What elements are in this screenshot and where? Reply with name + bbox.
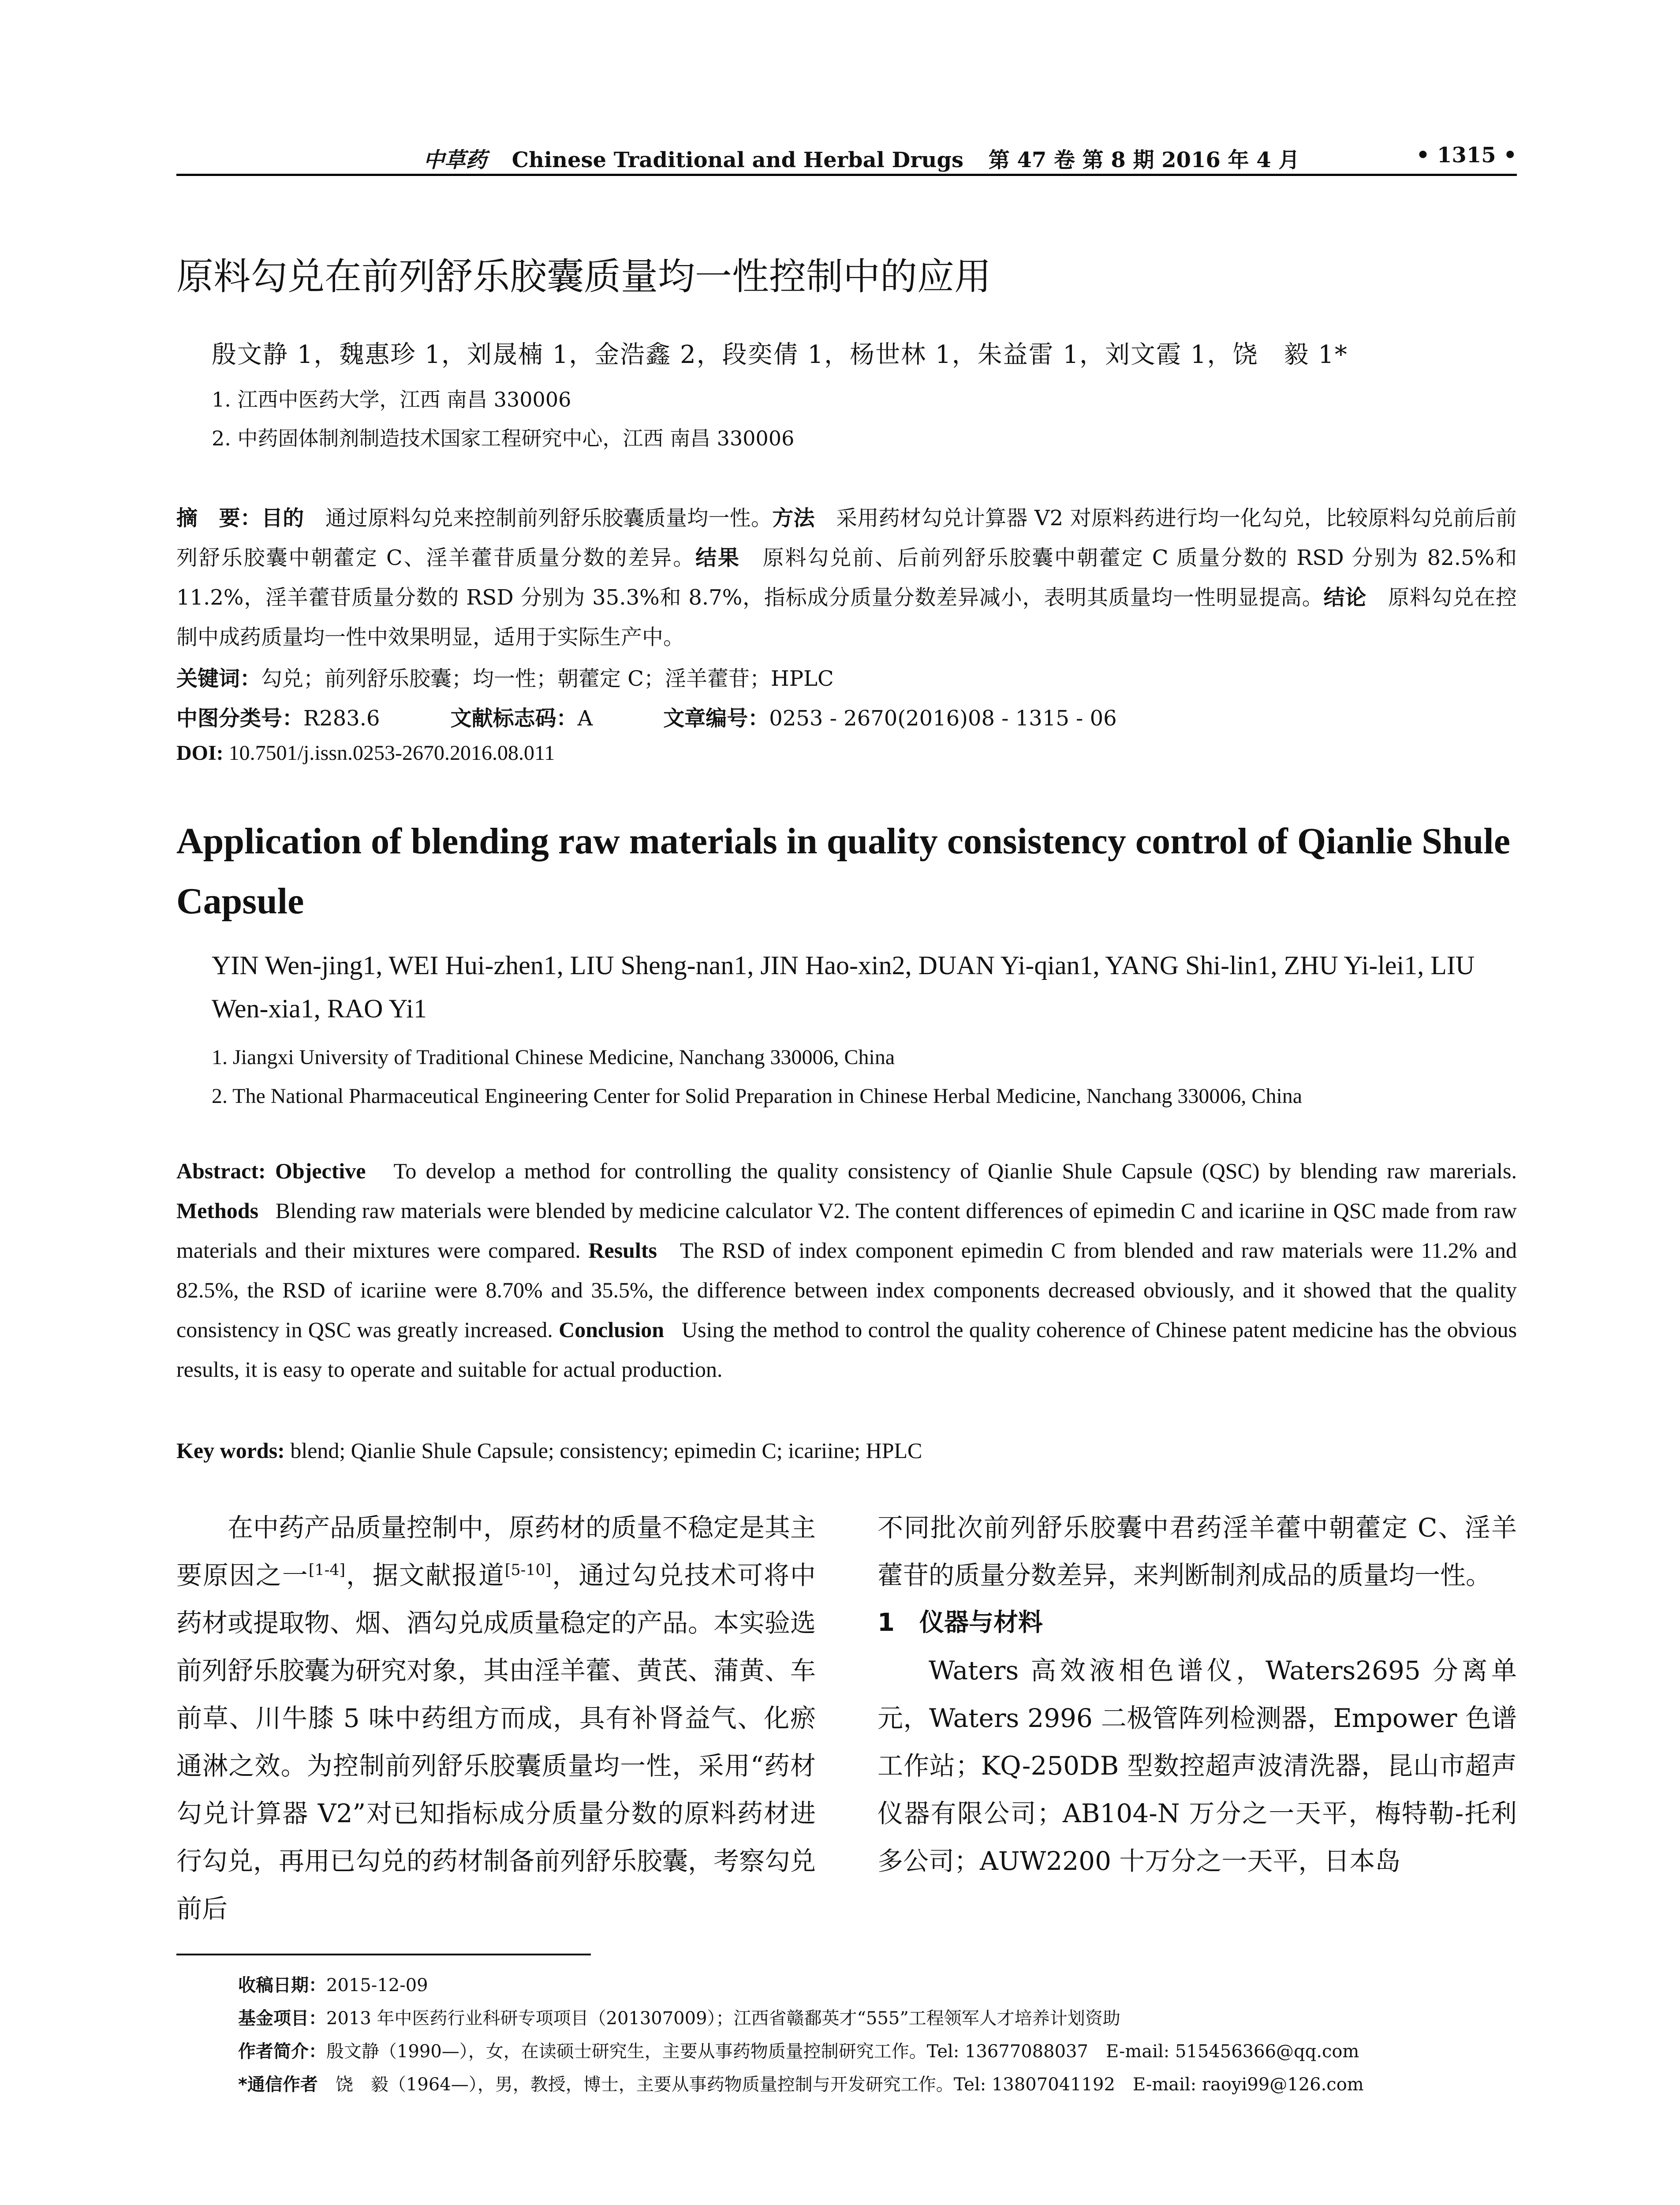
footnote-received	[238, 1971, 428, 1996]
abstract-cn-label: 摘 要：	[176, 506, 262, 531]
footnote-author	[238, 2037, 1359, 2063]
doi-line	[176, 741, 555, 765]
objective-label-en: Objective	[275, 1159, 366, 1183]
conclusion-en: Using the method to control the quality coherence of Chinese patent medicine has the obvious results, it is easy to operate and suitable for actual production.	[176, 1317, 1517, 1382]
section-heading: 1 仪器与材料	[877, 1608, 1043, 1637]
keywords-cn	[176, 662, 834, 692]
conclusion-label-cn: 结论	[1323, 585, 1367, 610]
affiliation-cn-1: 1. 江西中医药大学，江西 南昌 330006	[212, 388, 571, 411]
article-no-value: 0253 - 2670(2016)08 - 1315 - 06	[769, 706, 1117, 731]
footnote-label: 基金项目：	[238, 2008, 326, 2029]
footnote-label: 作者简介：	[238, 2041, 326, 2062]
methods-en: Blending raw materials were blended by medicine calculator V2. The content differences of epimedin C and icariine in QSC made from raw materials and their mixtures were compared.	[176, 1198, 1517, 1263]
doc-code-value: A	[577, 706, 593, 731]
clc-label: 中图分类号：	[176, 706, 304, 731]
footnote-text: 殷文静（1990—），女，在读硕士研究生，主要从事药物质量控制研究工作。Tel: 13677088037 E-mail: 515456366@qq.com	[326, 2041, 1359, 2062]
footnote-text: 2015-12-09	[326, 1975, 428, 1996]
keywords-en-label: Key words:	[176, 1438, 285, 1463]
citation[interactable]: [5-10]	[504, 1561, 552, 1579]
keywords-en-text: blend; Qianlie Shule Capsule; consistency; epimedin C; icariine; HPLC	[290, 1438, 922, 1463]
issue-info: 第 47 卷 第 8 期 2016 年 4 月	[988, 148, 1300, 172]
abstract-cn	[176, 498, 1517, 657]
affiliation-cn-2: 2. 中药固体制剂制造技术国家工程研究中心，江西 南昌 330006	[212, 426, 795, 450]
abstract-en-label: Abstract:	[176, 1159, 266, 1183]
footnote-label: *通信作者	[238, 2074, 318, 2095]
footnote-text: 2013 年中医药行业科研专项项目（201307009）；江西省赣鄱英才“555”工程领军人才培养计划资助	[326, 2008, 1120, 2029]
conclusion-label-en: Conclusion	[559, 1317, 665, 1342]
authors-cn: 殷文静 1，魏惠珍 1，刘晟楠 1，金浩鑫 2，段奕倩 1，杨世林 1，朱益雷 1，刘文霞 1，饶 毅 1*	[212, 340, 1348, 369]
results-label-en: Results	[588, 1238, 657, 1263]
objective-cn: 通过原料勾兑来控制前列舒乐胶囊质量均一性。	[325, 506, 773, 531]
footnote-text: 饶 毅（1964—），男，教授，博士，主要从事药物质量控制与开发研究工作。Tel: 13807041192 E-mail: raoyi99@126.com	[317, 2074, 1364, 2095]
affiliation-en-2: 2. The National Pharmaceutical Engineering Center for Solid Preparation in Chinese Herbal Medicine, Nanchang 330006, China	[212, 1084, 1303, 1108]
body-column-right	[877, 1504, 1517, 1885]
doc-code-label: 文献标志码：	[450, 706, 578, 731]
article-no-label: 文章编号：	[663, 706, 769, 731]
objective-en: To develop a method for controlling the quality consistency of Qianlie Shule Capsule (QSC) by blending raw marerials.	[393, 1159, 1517, 1183]
clc-value: R283.6	[303, 706, 380, 731]
results-label-cn: 结果	[695, 546, 740, 570]
body-paragraph: 不同批次前列舒乐胶囊中君药淫羊藿中朝藿定 C、淫羊藿苷的质量分数差异，来判断制剂成品的质量均一性。	[877, 1513, 1517, 1590]
page-number: • 1315 •	[1416, 143, 1517, 168]
footnote-divider	[176, 1954, 591, 1955]
affiliation-en-1: 1. Jiangxi University of Traditional Chinese Medicine, Nanchang 330006, China	[212, 1046, 895, 1069]
running-header	[176, 140, 1517, 176]
journal-name-cn: 中草药	[423, 148, 487, 172]
results-cn: 原料勾兑前、后前列舒乐胶囊中朝藿定 C 质量分数的 RSD 分别为 82.5%和 11.2%，淫羊藿苷质量分数的 RSD 分别为 35.3%和 8.7%，指标成分质量分数差异减小，表明其质量均一性明显提高。	[176, 546, 1517, 610]
header-journal	[423, 143, 1299, 173]
conclusion-cn: 原料勾兑在控制中成药质量均一性中效果明显，适用于实际生产中。	[176, 585, 1517, 650]
keywords-cn-label: 关键词：	[176, 666, 261, 691]
citation[interactable]: [1-4]	[308, 1561, 346, 1579]
body-text: ，通过勾兑技术可将中药材或提取物、烟、酒勾兑成质量稳定的产品。本实验选前列舒乐胶囊为研究对象，其由淫羊藿、黄芪、蒲黄、车前草、川牛膝 5 味中药组方而成，具有补肾益气、化瘀通淋之效。为控制前列舒乐胶囊质量均一性，采用“药材勾兑计算器 V2”对已知指标成分质量分数的原料药材进行勾兑，再用已勾兑的药材制备前列舒乐胶囊，考察勾兑前后	[176, 1560, 816, 1924]
body-column-left	[176, 1504, 816, 1932]
results-en: The RSD of index component epimedin C from blended and raw materials were 11.2% and 82.5%, the RSD of icariine were 8.70% and 35.5%, the difference between index components decreased obviously, and it showed that the quality consistency in QSC was greatly increased.	[176, 1238, 1517, 1342]
body-text: 在中药产品质量控制中，原药材的质量不稳定是其主要原因之一	[176, 1513, 816, 1590]
doi-label: DOI:	[176, 741, 224, 765]
methods-label-en: Methods	[176, 1198, 259, 1223]
objective-label-cn: 目的	[261, 506, 304, 531]
footnote-corresponding	[238, 2070, 1364, 2096]
abstract-en	[176, 1151, 1517, 1389]
classification-line	[176, 701, 1117, 732]
body-text: ，据文献报道	[345, 1560, 505, 1590]
keywords-en	[176, 1438, 922, 1463]
journal-name-en: Chinese Traditional and Herbal Drugs	[511, 148, 964, 172]
title-cn: 原料勾兑在前列舒乐胶囊质量均一性控制中的应用	[176, 255, 992, 298]
title-en: Application of blending raw materials in quality consistency control of Qianlie Shule Capsule	[176, 821, 1510, 922]
footnote-fund	[238, 2004, 1120, 2029]
methods-cn: 采用药材勾兑计算器 V2 对原料药进行均一化勾兑，比较原料勾兑前后前列舒乐胶囊中朝藿定 C、淫羊藿苷质量分数的差异。	[176, 506, 1517, 570]
body-paragraph	[176, 1504, 816, 1932]
doi-value: 10.7501/j.issn.0253-2670.2016.08.011	[228, 741, 555, 765]
keywords-cn-text: 勾兑；前列舒乐胶囊；均一性；朝藿定 C；淫羊藿苷；HPLC	[261, 666, 834, 691]
footnote-label: 收稿日期：	[238, 1975, 326, 1996]
authors-en: YIN Wen-jing1, WEI Hui-zhen1, LIU Sheng-nan1, JIN Hao-xin2, DUAN Yi-qian1, YANG Shi-lin1, ZHU Yi-lei1, LIU Wen-xia1, RAO Yi1	[212, 951, 1475, 1023]
methods-label-cn: 方法	[772, 506, 815, 531]
body-paragraph: Waters 高效液相色谱仪，Waters2695 分离单元，Waters 2996 二极管阵列检测器，Empower 色谱工作站；KQ-250DB 型数控超声波清洗器，昆山市超声仪器有限公司；AB104-N 万分之一天平，梅特勒-托利多公司；AUW2200 十万分之一天平，日本岛	[877, 1656, 1517, 1876]
